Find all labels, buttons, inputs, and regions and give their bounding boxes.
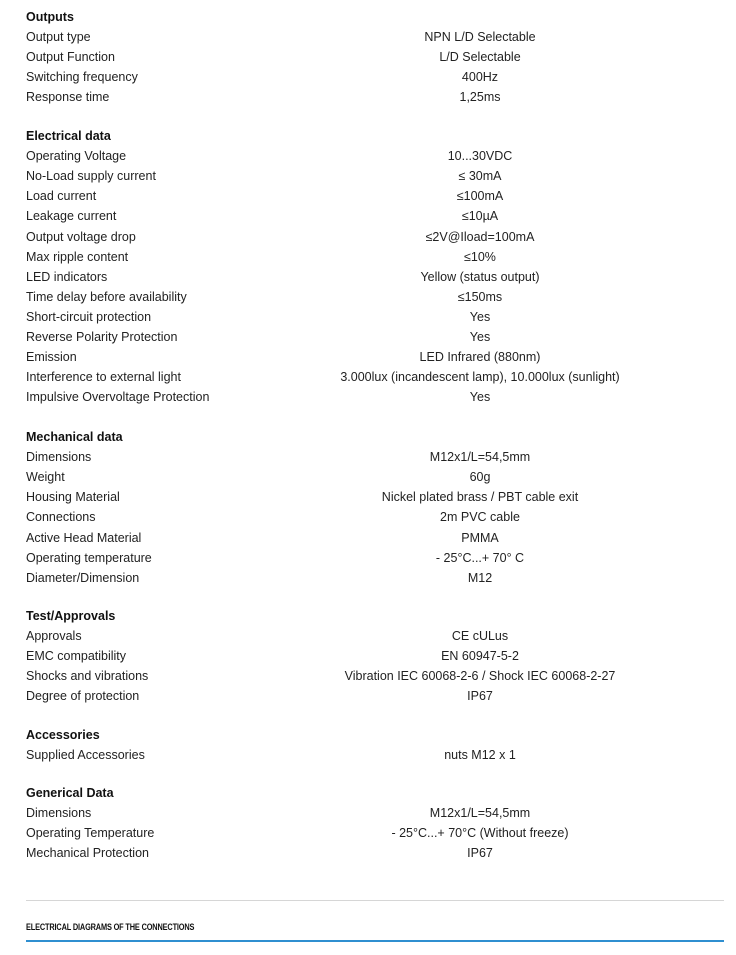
spec-value: NPN L/D Selectable bbox=[424, 30, 536, 45]
spec-label: Leakage current bbox=[26, 209, 117, 224]
section-title: Mechanical data bbox=[26, 430, 123, 444]
spec-label: Interference to external light bbox=[26, 370, 181, 385]
section-title: Outputs bbox=[26, 10, 74, 24]
spec-value: Vibration IEC 60068-2-6 / Shock IEC 60068-2-27 bbox=[344, 669, 616, 684]
spec-value: CE cULus bbox=[451, 629, 509, 644]
spec-label: Output voltage drop bbox=[26, 229, 136, 244]
spec-value: ≤10% bbox=[464, 249, 496, 264]
spec-label: Mechanical Protection bbox=[26, 846, 149, 861]
spec-value: IP67 bbox=[467, 689, 493, 704]
spec-value: M12x1/L=54,5mm bbox=[429, 450, 531, 465]
spec-label: Reverse Polarity Protection bbox=[26, 330, 178, 344]
spec-value: - 25°C...+ 70° C bbox=[435, 550, 525, 565]
divider bbox=[26, 900, 724, 901]
spec-value: nuts M12 x 1 bbox=[444, 748, 516, 763]
spec-value: ≤100mA bbox=[456, 189, 504, 204]
spec-label: Operating Temperature bbox=[26, 826, 155, 841]
section-title: Electrical data bbox=[26, 129, 111, 143]
spec-label: Operating temperature bbox=[26, 550, 152, 565]
spec-label: Output Function bbox=[26, 50, 115, 65]
spec-label: Approvals bbox=[26, 629, 82, 644]
spec-value: EN 60947-5-2 bbox=[441, 649, 519, 664]
spec-label: Weight bbox=[26, 470, 65, 485]
spec-value: 10...30VDC bbox=[447, 149, 513, 164]
spec-label: Impulsive Overvoltage Protection bbox=[26, 390, 210, 405]
spec-label: Operating Voltage bbox=[26, 149, 127, 164]
spec-label: Time delay before availability bbox=[26, 289, 187, 304]
spec-value: Yes bbox=[469, 330, 491, 344]
spec-value: ≤2V@Iload=100mA bbox=[425, 229, 535, 244]
spec-value: IP67 bbox=[467, 846, 493, 861]
spec-label: EMC compatibility bbox=[26, 649, 127, 664]
spec-value: ≤10µA bbox=[461, 209, 499, 224]
spec-value: LED Infrared (880nm) bbox=[419, 350, 541, 365]
spec-value: 1,25ms bbox=[459, 90, 501, 105]
footer-title: ELECTRICAL DIAGRAMS OF THE CONNECTIONS bbox=[26, 922, 195, 932]
spec-value: ≤150ms bbox=[457, 289, 503, 304]
spec-label: Load current bbox=[26, 189, 97, 204]
spec-label: Degree of protection bbox=[26, 689, 140, 704]
spec-label: Emission bbox=[26, 350, 77, 365]
spec-label: Output type bbox=[26, 30, 91, 45]
spec-value: - 25°C...+ 70°C (Without freeze) bbox=[391, 826, 569, 841]
spec-value: L/D Selectable bbox=[439, 50, 521, 65]
spec-value: 3.000lux (incandescent lamp), 10.000lux (sunlight) bbox=[340, 370, 620, 385]
spec-label: Switching frequency bbox=[26, 70, 138, 85]
spec-value: 2m PVC cable bbox=[440, 510, 520, 525]
spec-label: Supplied Accessories bbox=[26, 748, 145, 763]
spec-value: 400Hz bbox=[461, 70, 499, 85]
spec-value: ≤ 30mA bbox=[458, 169, 502, 184]
spec-label: Dimensions bbox=[26, 806, 92, 821]
spec-value: PMMA bbox=[461, 530, 499, 545]
spec-value: Nickel plated brass / PBT cable exit bbox=[381, 490, 579, 505]
spec-value: Yellow (status output) bbox=[420, 269, 540, 284]
spec-label: No-Load supply current bbox=[26, 169, 156, 184]
spec-label: Response time bbox=[26, 90, 110, 105]
spec-value: M12 bbox=[467, 570, 493, 585]
spec-label: Connections bbox=[26, 510, 96, 525]
spec-value: M12x1/L=54,5mm bbox=[429, 806, 531, 821]
spec-label: Shocks and vibrations bbox=[26, 669, 149, 684]
spec-value: Yes bbox=[469, 309, 491, 324]
spec-label: Housing Material bbox=[26, 490, 120, 505]
section-title: Generical Data bbox=[26, 786, 114, 800]
accent-divider bbox=[26, 940, 724, 942]
spec-label: Max ripple content bbox=[26, 249, 129, 264]
spec-label: LED indicators bbox=[26, 269, 108, 284]
spec-label: Diameter/Dimension bbox=[26, 570, 140, 585]
spec-label: Short-circuit protection bbox=[26, 309, 152, 324]
section-title: Accessories bbox=[26, 728, 100, 742]
spec-value: Yes bbox=[469, 390, 491, 405]
spec-label: Active Head Material bbox=[26, 530, 142, 545]
section-title: Test/Approvals bbox=[26, 609, 116, 623]
spec-value: 60g bbox=[469, 470, 491, 485]
spec-label: Dimensions bbox=[26, 450, 92, 465]
